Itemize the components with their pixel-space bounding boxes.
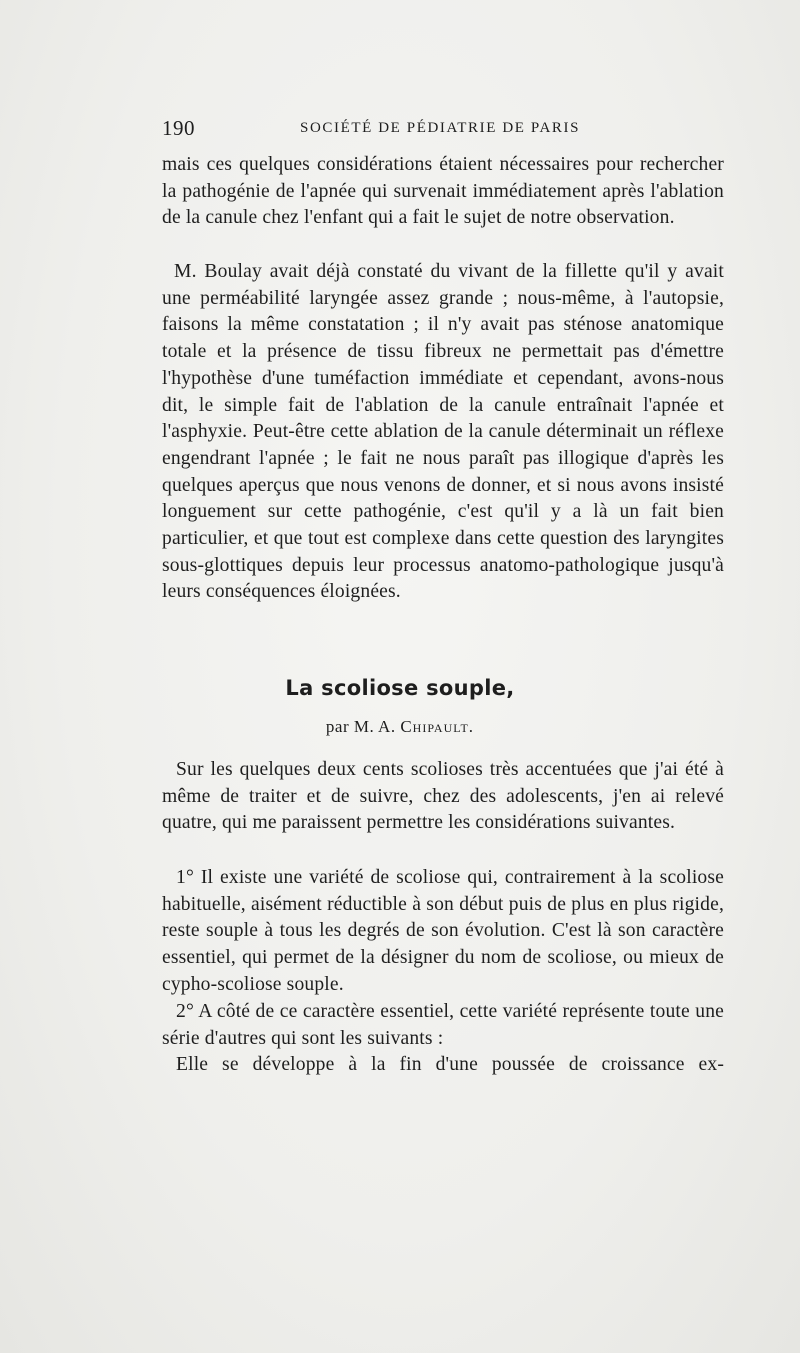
page-number: 190 bbox=[162, 116, 195, 140]
article-paragraph-development: Elle se développe à la fin d'une poussée de croissance ex- bbox=[176, 1054, 724, 1075]
article-byline bbox=[0, 717, 800, 737]
paragraph-continued: mais ces quelques considérations étaient nécessaires pour rechercher la pathogénie de l'apnée qui survenait immédiatement après l'ablation de la canule chez l'enfant qui a fait le sujet de notre observation. bbox=[162, 154, 724, 229]
article-paragraph-point-1: 1° Il existe une variété de scoliose qui, contrairement à la scoliose habituelle, aisément réductible à son début puis de plus en plus rigide, reste souple à tous les degrés de son évolution. C'est là son caractère essentiel, qui permet de la désigner du nom de scoliose, ou mieux de cypho-scoliose souple. bbox=[162, 867, 724, 995]
article-paragraph-point-2: 2° A côté de ce caractère essentiel, cette variété représente toute une série d'autres qui sont les suivants : bbox=[162, 1001, 724, 1049]
author-name: Chipault. bbox=[400, 717, 475, 736]
byline-prefix: par M. A. bbox=[325, 717, 401, 736]
page-header bbox=[162, 116, 736, 142]
paragraph-boulay: M. Boulay avait déjà constaté du vivant de la fillette qu'il y avait une perméabilité laryngée assez grande ; nous-même, à l'autopsie, faisons la même constatation ; il n'y avait pas sténose anatomique totale et la présence de tissu fibreux ne permettait pas d'émettre l'hypothèse d'une tuméfaction immédiate et cependant, avons-nous dit, le simple fait de l'ablation de la canule entraînait l'apnée et l'asphyxie. Peut-être cette ablation de la canule déterminait un réflexe engendrant l'apnée ; le fait ne nous paraît pas illogique d'après les quelques aperçus que nous venons de donner, et si nous avons insisté longuement sur cette pathogénie, c'est qu'il y a là un fait bien particulier, et que tout est complexe dans cette question des laryngites sous-glottiques depuis leur processus anatomo-pathologique jusqu'à leurs conséquences éloignées. bbox=[162, 261, 724, 603]
article-title: La scoliose souple, bbox=[285, 676, 515, 700]
article-paragraph-intro: Sur les quelques deux cents scolioses très accentuées que j'ai été à même de traiter et de suivre, chez des adolescents, j'en ai relevé quatre, qui me paraissent permettre les considérations suivantes. bbox=[162, 759, 724, 834]
running-title: SOCIÉTÉ DE PÉDIATRIE DE PARIS bbox=[300, 120, 581, 136]
